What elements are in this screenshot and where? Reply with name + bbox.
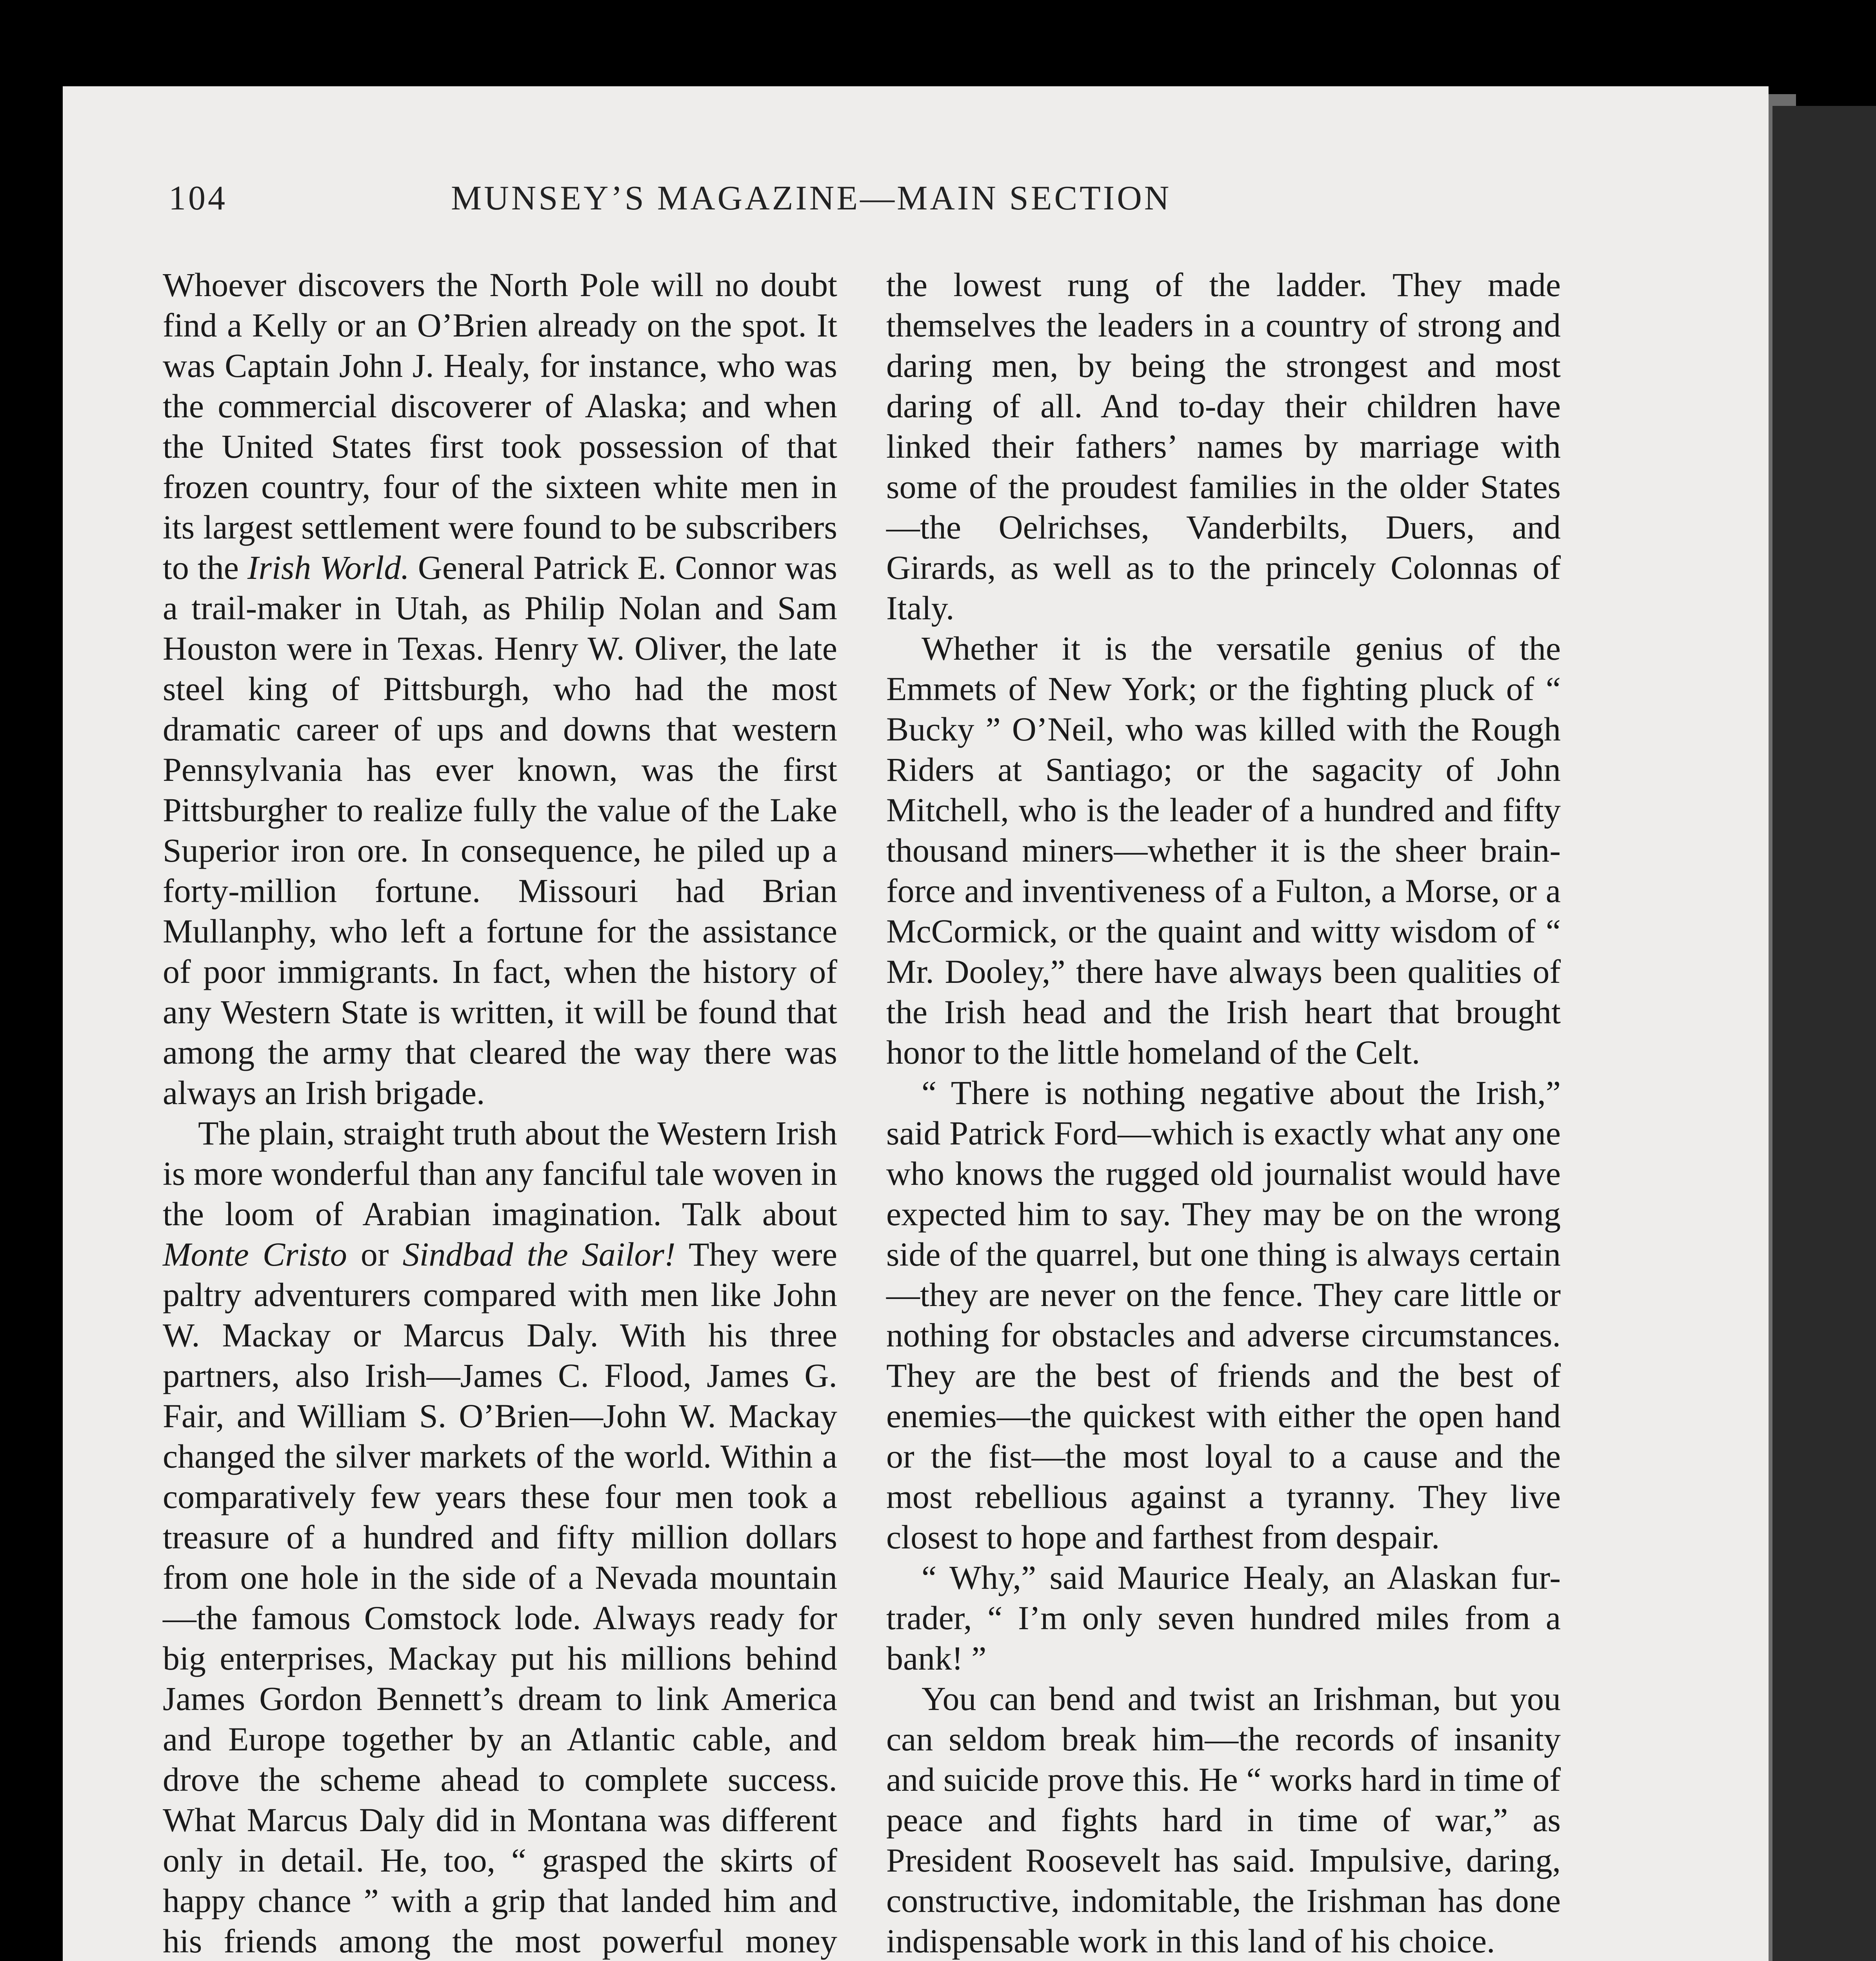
left-paragraph-1: Whoever discovers the North Pole will no doubt find a Kelly or an O’Brien already on the spot. It was Captain John J. Healy, for instance, who was the commercial discoverer of Alaska; and when the United States first took possession of that frozen country, four of the sixteen white men in its largest settlement were found to be subscribers to the Irish World. General Patrick E. Connor was a trail-maker in Utah, as Philip Nolan and Sam Houston were in Texas. Henry W. Oliver, the late steel king of Pittsburgh, who had the most dramatic career of ups and downs that western Pennsylvania has ever known, was the first Pittsburgher to realize fully the value of the Lake Superior iron ore. In consequence, he piled up a forty-million fortune. Missouri had Brian Mullanphy, who left a fortune for the assistance of poor immigrants. In fact, when the history of any Western State is written, it will be found that among the army that cleared the way there was always an Irish brigade. [163,266,838,1111]
running-head [169,178,1620,241]
right-paragraph-4: “ Why,” said Maurice Healy, an Alaskan fur-trader, “ I’m only seven hundred miles from a bank! ” [886,1559,1561,1677]
right-column [886,265,1561,1961]
magazine-page [63,86,1769,1961]
right-paragraph-1: the lowest rung of the ladder. They made themselves the leaders in a country of strong and daring men, by being the strongest and most daring of all. And to-day their children have linked their fathers’ names by marriage with some of the proudest families in the older States—the Oelrichses, Vanderbilts, Duers, and Girards, as well as to the princely Colonnas of Italy. [886,266,1561,627]
right-paragraph-2: Whether it is the versatile genius of the Emmets of New York; or the fighting pluck of “ Bucky ” O’Neil, who was killed with the Rough Riders at Santiago; or the sagacity of John Mitchell, who is the leader of a hundred and fifty thousand miners—whether it is the sheer brain-force and inventiveness of a Fulton, a Morse, or a McCormick, or the quaint and witty wisdom of “ Mr. Dooley,” there have always been qualities of the Irish head and the Irish heart that brought honor to the little homeland of the Celt. [886,629,1561,1071]
left-column [163,265,837,1961]
running-head-title: MUNSEY’S MAGAZINE—MAIN SECTION [451,179,1172,217]
left-paragraph-2: The plain, straight truth about the Western Irish is more wonderful than any fanciful tale woven in the loom of Arabian imagination. Talk about Monte Cristo or Sindbad the Sailor! They were paltry adventurers compared with men like John W. Mackay or Marcus Daly. With his three partners, also Irish—James C. Flood, James G. Fair, and William S. O’Brien—John W. Mackay changed the silver markets of the world. Within a comparatively few years these four men took a treasure of a hundred and fifty million dollars from one hole in the side of a Nevada mountain—the famous Comstock lode. Always ready for big enterprises, Mackay put his millions behind James Gordon Bennett’s dream to link America and Europe together by an Atlantic cable, and drove the scheme ahead to complete success. What Marcus Daly did in Montana was different only in detail. He, too, “ grasped the skirts of happy chance ” with a grip that landed him and his friends among the most powerful money [163,1114,837,1960]
right-paragraph-5: You can bend and twist an Irishman, but you can seldom break him—the records of insanity and suicide prove this. He “ works hard in time of peace and fights hard in time of war,” as President Roosevelt has said. Impulsive, daring, constructive, indomitable, the Irishman has done indispensable work in this land of his choice. [886,1680,1561,1960]
adjacent-page [1772,106,1876,1961]
right-paragraph-3: “ There is nothing negative about the Irish,” said Patrick Ford—which is exactly what any one who knows the rugged old journalist would have expected him to say. They may be on the wrong side of the quarrel, but one thing is always certain—they are never on the fence. They care little or nothing for obstacles and adverse circumstances. They are the best of friends and the best of enemies—the quickest with either the open hand or the fist—the most loyal to a cause and the most rebellious against a tyranny. They live closest to hope and farthest from despair. [886,1074,1561,1556]
page-number: 104 [169,179,227,217]
